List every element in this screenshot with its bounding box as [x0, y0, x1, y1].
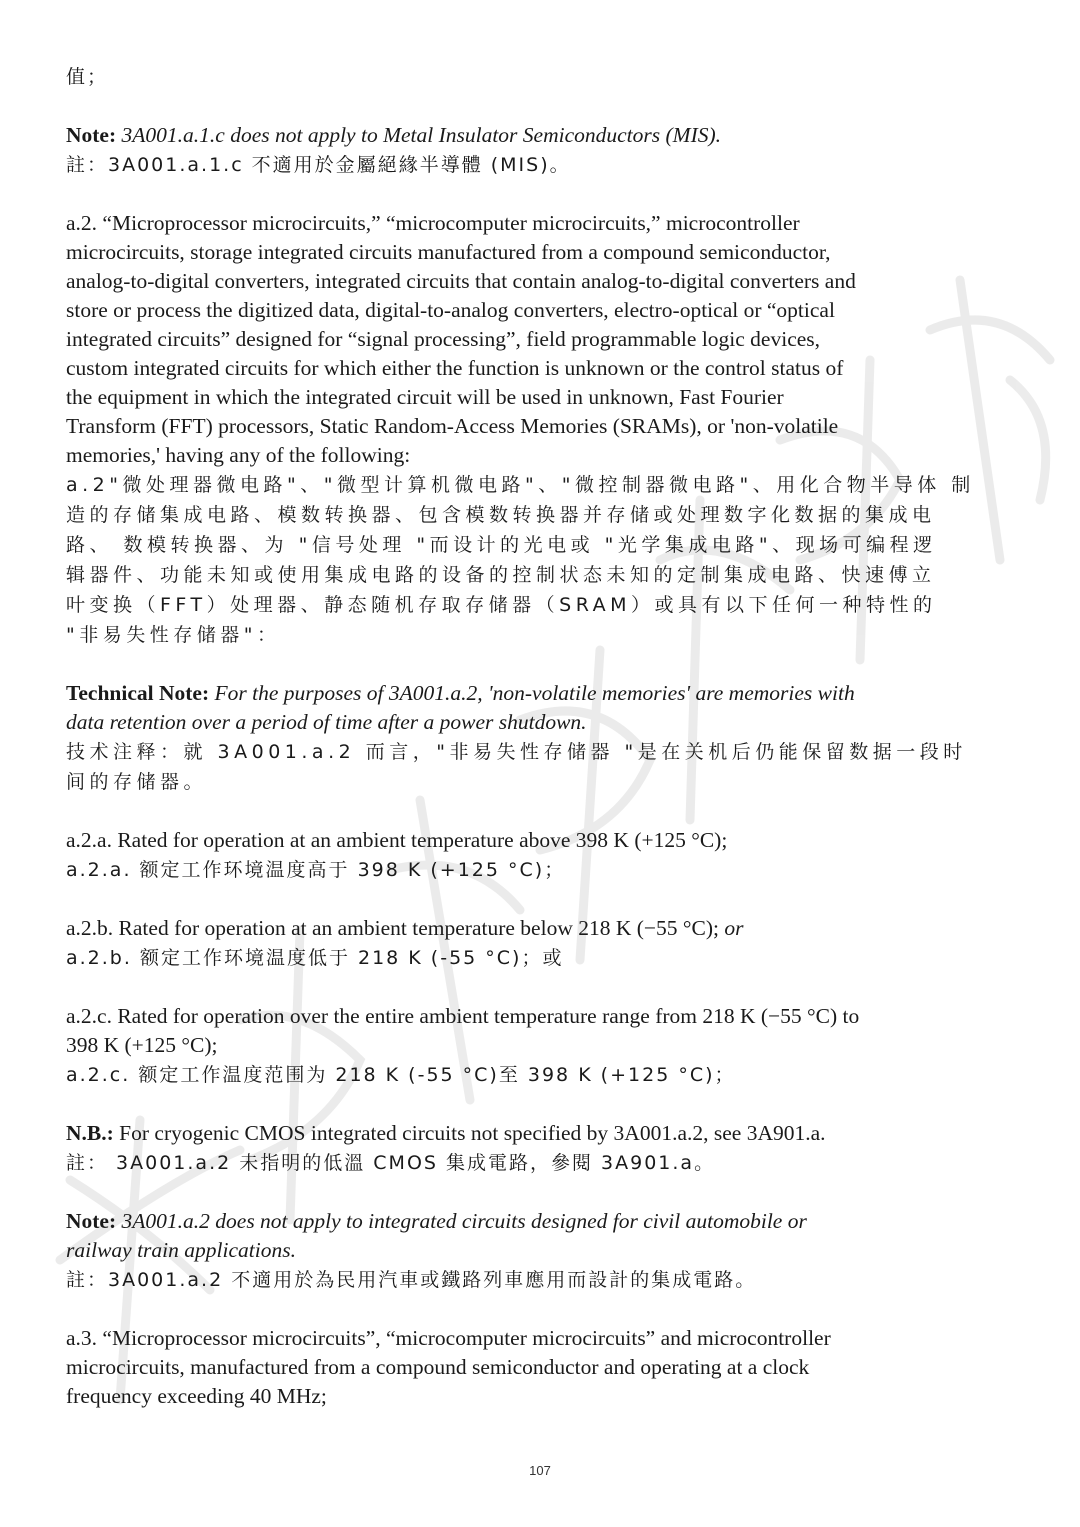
text-run: 註：3A001.a.2 不適用於為民用汽車或鐵路列車應用而設計的集成電路。: [66, 1269, 757, 1291]
text-line: [66, 1207, 1016, 1236]
paragraph-block: [66, 679, 1016, 797]
document-body: [66, 62, 1016, 1440]
text-run: a.2.a. Rated for operation at an ambient temperature above 398 K (+125 °C);: [66, 828, 728, 852]
text-line: [66, 590, 1016, 620]
text-line: [66, 209, 1016, 238]
text-line: [66, 943, 1016, 973]
text-run: 註： 3A001.a.2 未指明的低溫 CMOS 集成電路，參閱 3A901.a。: [66, 1152, 716, 1174]
text-line: [66, 412, 1016, 441]
text-run: 叶变换（FFT）处理器、静态随机存取存储器（SRAM）或具有以下任何一种特性的: [66, 594, 937, 616]
text-run: 註：3A001.a.1.c 不適用於金屬絕緣半導體 (MIS)。: [66, 154, 571, 176]
text-run: a.2. “Microprocessor microcircuits,” “microcomputer microcircuits,” microcontroller: [66, 211, 800, 235]
text-run: a.2.b. Rated for operation at an ambient temperature below 218 K (−55 °C);: [66, 916, 725, 940]
text-line: [66, 121, 1016, 150]
text-run: For the purposes of 3A001.a.2, 'non-volatile memories' are memories with: [214, 681, 855, 705]
text-line: [66, 354, 1016, 383]
text-run: 辑器件、功能未知或使用集成电路的设备的控制状态未知的定制集成电路、快速傅立: [66, 564, 936, 586]
text-run: For cryogenic CMOS integrated circuits not specified by 3A001.a.2, see 3A901.a.: [119, 1121, 826, 1145]
paragraph-block: [66, 209, 1016, 650]
text-run: memories,' having any of the following:: [66, 443, 411, 467]
text-run: a.2.a. 额定工作环境温度高于 398 K (+125 °C)；: [66, 859, 566, 881]
text-run: "非易失性存储器"：: [66, 624, 281, 646]
text-line: [66, 708, 1016, 737]
text-run: or: [724, 916, 744, 940]
text-line: [66, 1324, 1016, 1353]
text-line: [66, 1031, 1016, 1060]
text-line: [66, 1148, 1016, 1178]
text-run: 路、 数模转换器、为 "信号处理 "而设计的光电或 "光学集成电路"、现场可编程逻: [66, 534, 937, 556]
text-run: a.2"微处理器微电路"、"微型计算机微电路"、"微控制器微电路"、用化合物半导体 制: [66, 474, 975, 496]
text-line: [66, 296, 1016, 325]
paragraph-block: [66, 914, 1016, 973]
text-line: [66, 530, 1016, 560]
page-number: 107: [529, 1463, 551, 1478]
paragraph-block: [66, 1119, 1016, 1178]
text-run: a.2.c. 额定工作温度范围为 218 K (-55 °C)至 398 K (+125 °C)；: [66, 1064, 736, 1086]
label-run: N.B.:: [66, 1121, 120, 1145]
text-run: the equipment in which the integrated circuit will be used in unknown, Fast Fourier: [66, 385, 784, 409]
text-line: [66, 383, 1016, 412]
text-run: railway train applications.: [66, 1238, 296, 1262]
text-run: 技术注释：就 3A001.a.2 而言，"非易失性存储器 "是在关机后仍能保留数据一段时: [66, 741, 967, 763]
text-line: [66, 1002, 1016, 1031]
text-run: frequency exceeding 40 MHz;: [66, 1384, 327, 1408]
paragraph-block: [66, 121, 1016, 180]
text-line: [66, 1119, 1016, 1148]
text-line: [66, 1353, 1016, 1382]
text-run: 3A001.a.2 does not apply to integrated circuits designed for civil automobile or: [121, 1209, 807, 1233]
text-line: [66, 855, 1016, 885]
text-run: 3A001.a.1.c does not apply to Metal Insulator Semiconductors (MIS).: [121, 123, 722, 147]
label-run: Technical Note:: [66, 681, 215, 705]
text-line: [66, 1236, 1016, 1265]
text-run: 值；: [66, 66, 109, 88]
text-run: a.2.c. Rated for operation over the entire ambient temperature range from 218 K (−55 °C) to: [66, 1004, 860, 1028]
text-run: data retention over a period of time after a power shutdown.: [66, 710, 587, 734]
text-run: microcircuits, manufactured from a compound semiconductor and operating at a clock: [66, 1355, 810, 1379]
text-run: analog-to-digital converters, integrated circuits that contain analog-to-digital converters and: [66, 269, 856, 293]
text-line: [66, 1382, 1016, 1411]
paragraph-block: [66, 826, 1016, 885]
text-line: [66, 737, 1016, 767]
text-line: [66, 679, 1016, 708]
text-line: [66, 767, 1016, 797]
text-line: [66, 267, 1016, 296]
text-run: Transform (FFT) processors, Static Random-Access Memories (SRAMs), or 'non-volatile: [66, 414, 839, 438]
text-run: custom integrated circuits for which either the function is unknown or the control status of: [66, 356, 844, 380]
text-run: 398 K (+125 °C);: [66, 1033, 218, 1057]
label-run: Note:: [66, 123, 122, 147]
text-line: [66, 62, 1016, 92]
paragraph-block: [66, 1324, 1016, 1411]
label-run: Note:: [66, 1209, 122, 1233]
text-run: microcircuits, storage integrated circuits manufactured from a compound semiconductor,: [66, 240, 831, 264]
text-line: [66, 150, 1016, 180]
text-run: a.2.b. 额定工作环境温度低于 218 K (-55 °C)；或: [66, 947, 564, 969]
text-line: [66, 1060, 1016, 1090]
text-line: [66, 1265, 1016, 1295]
text-run: integrated circuits” designed for “signal processing”, field programmable logic devices,: [66, 327, 821, 351]
text-line: [66, 470, 1016, 500]
text-line: [66, 560, 1016, 590]
text-line: [66, 238, 1016, 267]
text-line: [66, 826, 1016, 855]
paragraph-block: [66, 1207, 1016, 1295]
text-run: 造的存储集成电路、模数转换器、包含模数转换器并存储或处理数字化数据的集成电: [66, 504, 936, 526]
paragraph-block: [66, 1002, 1016, 1090]
text-run: a.3. “Microprocessor microcircuits”, “microcomputer microcircuits” and microcontroller: [66, 1326, 831, 1350]
text-line: [66, 620, 1016, 650]
text-line: [66, 325, 1016, 354]
text-line: [66, 914, 1016, 943]
text-line: [66, 441, 1016, 470]
text-run: store or process the digitized data, digital-to-analog converters, electro-optical or “optical: [66, 298, 835, 322]
text-run: 间的存储器。: [66, 771, 208, 793]
text-line: [66, 500, 1016, 530]
paragraph-block: [66, 62, 1016, 92]
